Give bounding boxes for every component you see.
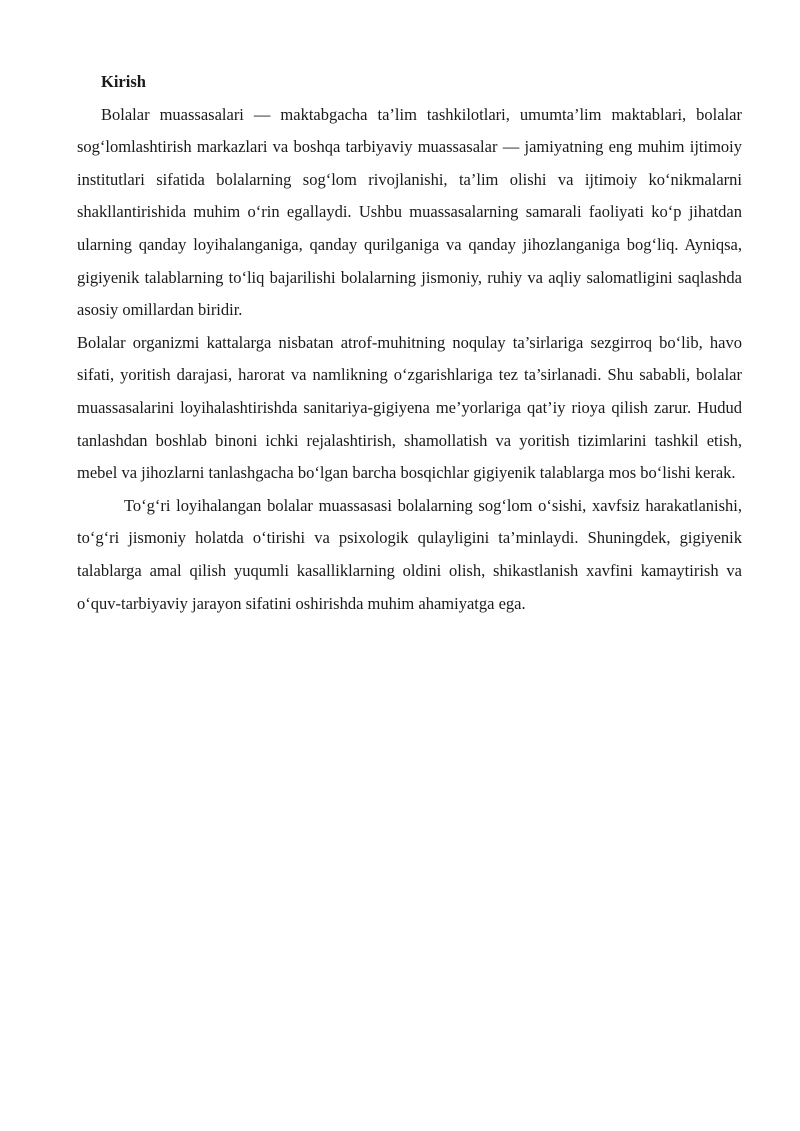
paragraph-2: Bolalar organizmi kattalarga nisbatan atrof-muhitning noqulay ta’sirlariga sezgirroq bo‘lib, havo sifati, yoritish darajasi, harorat va namlikning o‘zgarishlariga tez ta’sirlanadi. Shu sababli, bolalar muassasalarini loyihalashtirishda sanitariya-gigiyena me’yorlariga qat’iy rioya qilish zarur. Hudud tanlashdan boshlab binoni ichki rejalashtirish, shamollatish va yoritish tizimlarini tashkil etish, mebel va jihozlarni tanlashgacha bo‘lgan barcha bosqichlar gigiyenik talablarga mos bo‘lishi kerak. — [77, 332, 742, 483]
paragraph-3: To‘g‘ri loyihalangan bolalar muassasasi bolalarning sog‘lom o‘sishi, xavfsiz harakatlanishi, to‘g‘ri jismoniy holatda o‘tirishi va psixologik qulayligini ta’minlaydi. Shuningdek, gigiyenik talablarga amal qilish yuqumli kasalliklarning oldini olish, shikastlanish xavfini kamaytirish va o‘quv-tarbiyaviy jarayon sifatini oshirishda muhim ahamiyatga ega. — [77, 495, 742, 613]
document-body — [77, 66, 742, 620]
paragraph-1: Bolalar muassasalari — maktabgacha ta’lim tashkilotlari, umumta’lim maktablari, bolalar sog‘lomlashtirish markazlari va boshqa tarbiyaviy muassasalar — jamiyatning eng muhim ijtimoiy institutlari sifatida bolalarning sog‘lom rivojlanishi, ta’lim olishi va ijtimoiy ko‘nikmalarni shakllantirishida muhim o‘rin egallaydi. Ushbu muassasalarning samarali faoliyati ko‘p jihatdan ularning qanday loyihalanganiga, qanday qurilganiga va qanday jihozlanganiga bog‘liq. Ayniqsa, gigiyenik talablarning to‘liq bajarilishi bolalarning jismoniy, ruhiy va aqliy salomatligini saqlashda asosiy omillardan biridir. — [77, 104, 742, 320]
section-heading: Kirish — [101, 72, 146, 91]
